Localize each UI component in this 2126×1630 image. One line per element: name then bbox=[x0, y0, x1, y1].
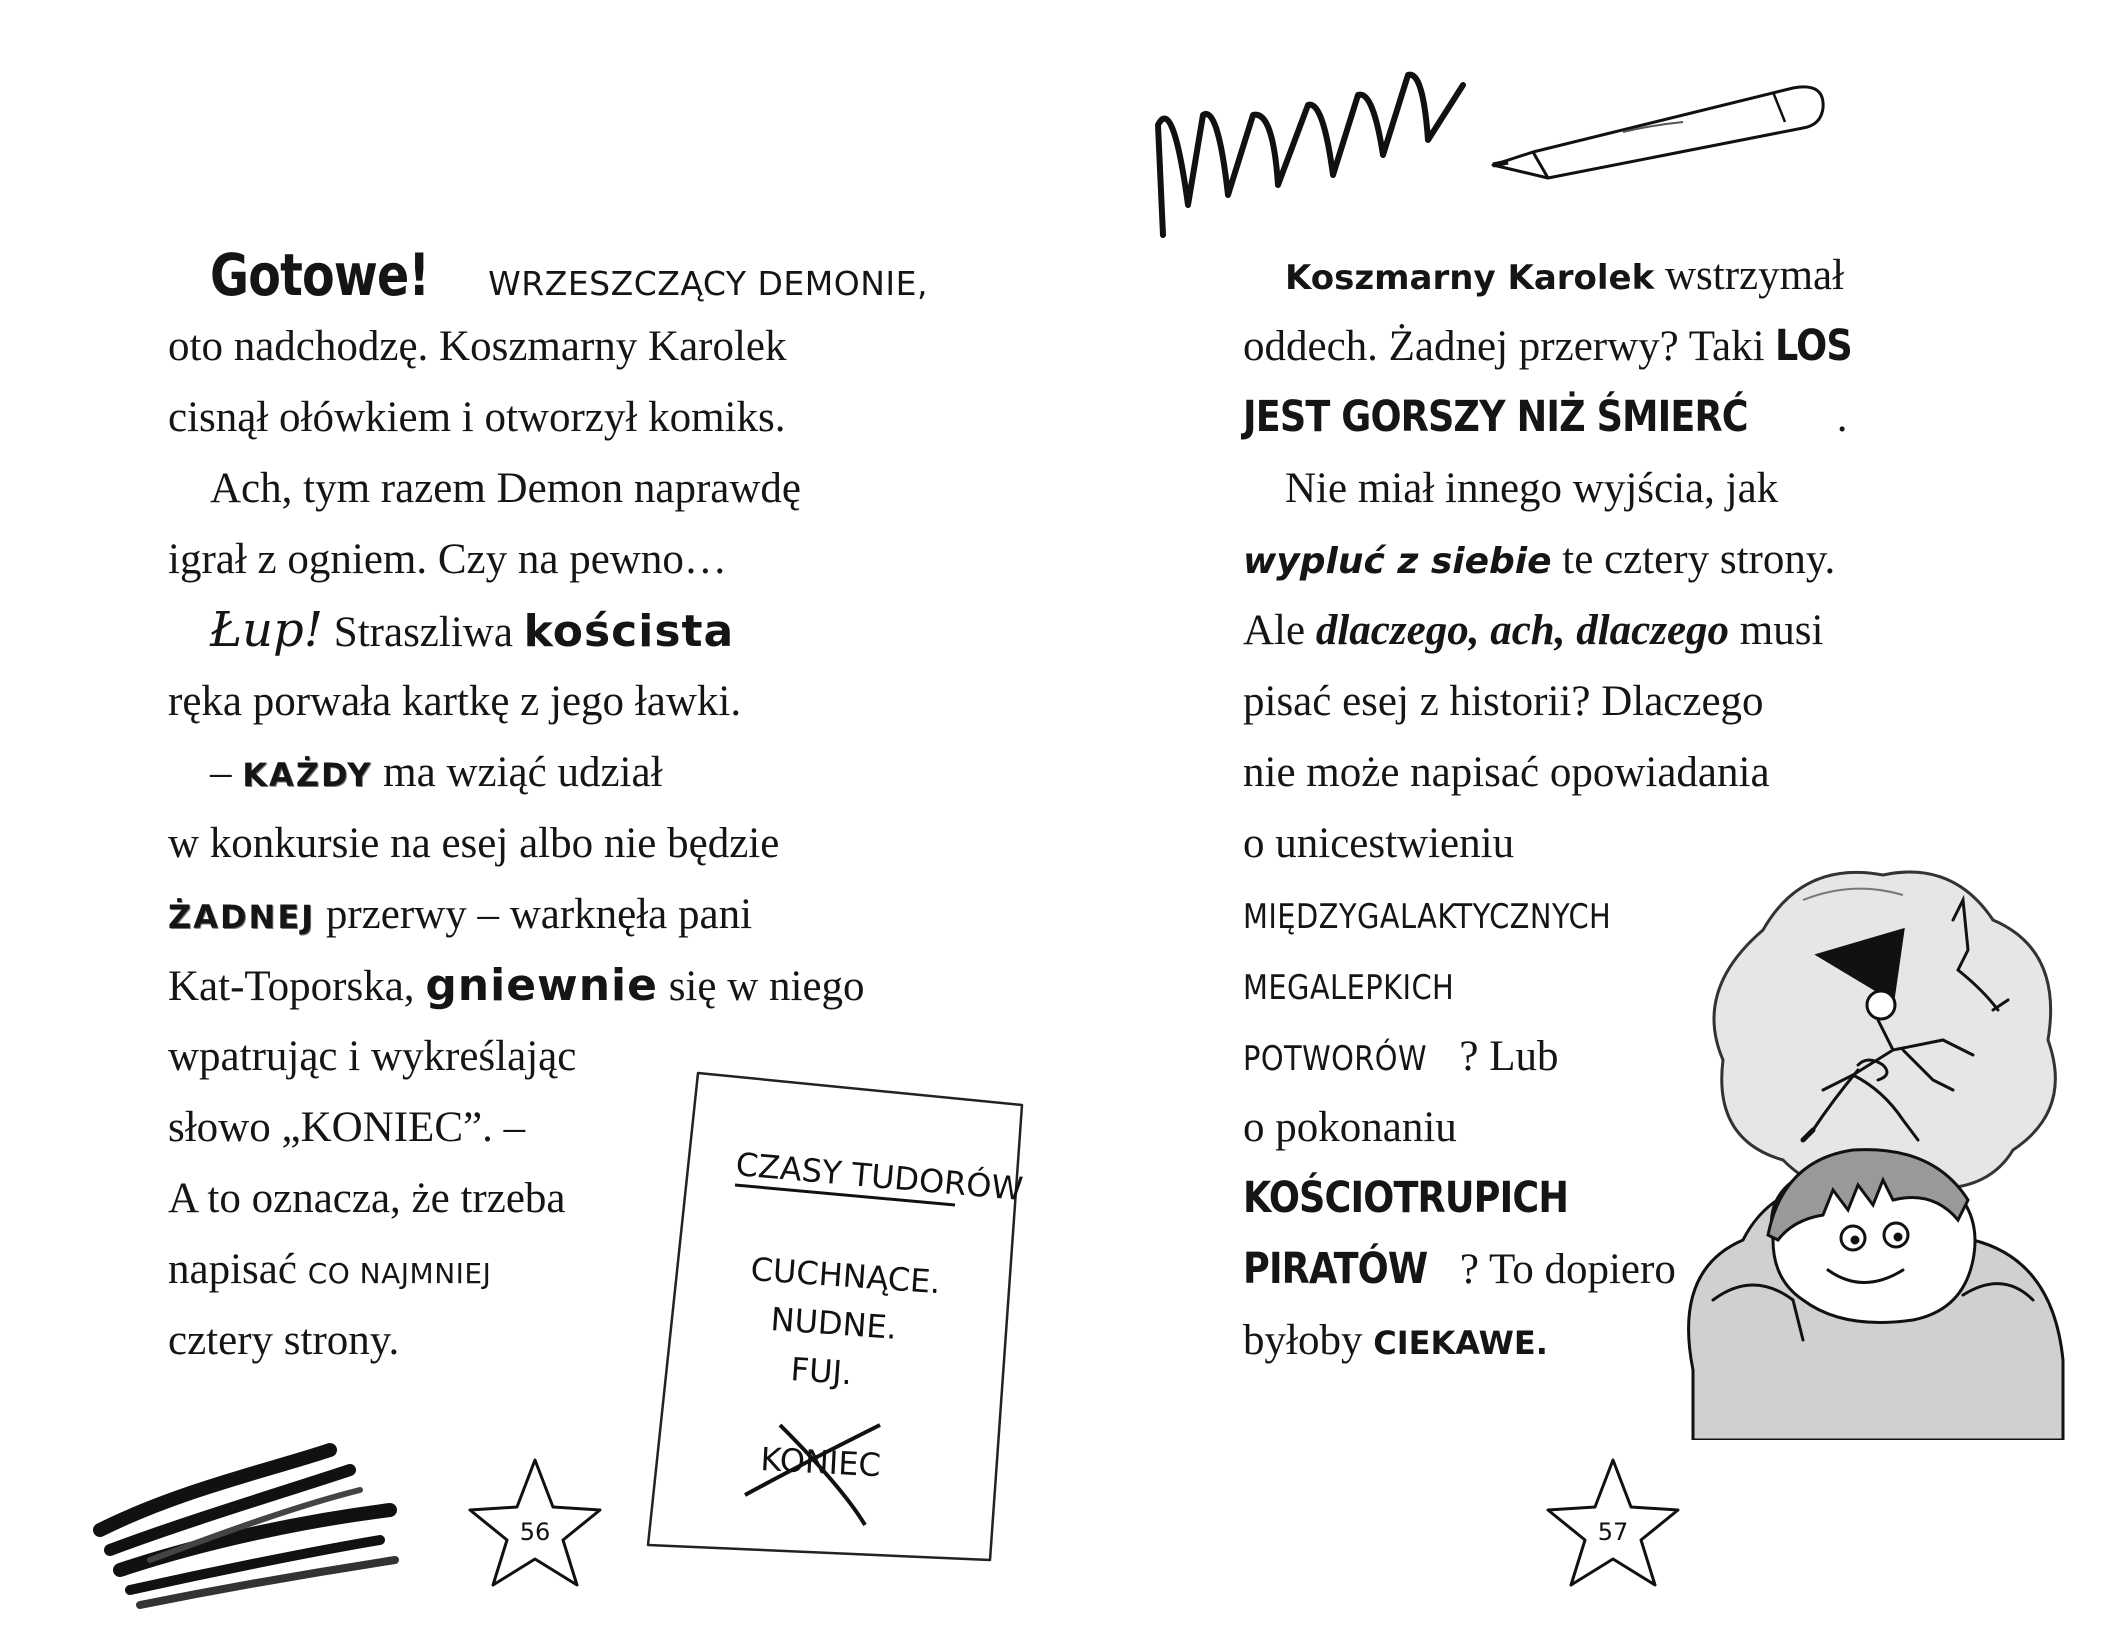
emphasis-koscista: koścista bbox=[523, 606, 735, 657]
note-card bbox=[640, 1065, 1030, 1565]
text-line: PIRATÓW ? To dopiero bbox=[1243, 1234, 2003, 1305]
emphasis-koszmarny-karolek: Koszmarny Karolek bbox=[1285, 258, 1655, 298]
text-line: cisnął ołówkiem i otworzył komiks. bbox=[168, 394, 786, 441]
text-line: pisać esej z historii? Dlaczego bbox=[1243, 678, 1764, 725]
text-line bbox=[168, 240, 968, 311]
text-line: nie może napisać opowiadania bbox=[1243, 749, 1770, 796]
note-title: CZASY TUDORÓW bbox=[734, 1145, 1025, 1209]
text-line: ręka porwała kartkę z jego ławki. bbox=[168, 678, 742, 725]
note-line-2: NUDNE. bbox=[769, 1300, 899, 1347]
emphasis-wypluc: wypluć z siebie bbox=[1243, 541, 1552, 582]
page-number-star bbox=[1543, 1455, 1683, 1590]
page-number-star bbox=[465, 1455, 605, 1590]
emphasis-megalepkich: MEGALEPKICH bbox=[1243, 968, 1455, 1008]
emphasis-piratow: PIRATÓW bbox=[1243, 1244, 1428, 1294]
emphasis-gniewnie: gniewnie bbox=[425, 960, 658, 1011]
text-line: cztery strony. bbox=[168, 1317, 400, 1364]
emphasis-kazdy: KAŻDY bbox=[242, 756, 373, 794]
text-line: JEST GORSZY NIŻ ŚMIERĆ . bbox=[1243, 382, 2003, 453]
pen-doodle bbox=[1473, 70, 1843, 190]
text-line: napisać CO NAJMNIEJ bbox=[168, 1246, 492, 1293]
text-line: Ale dlaczego, ach, dlaczego musi bbox=[1243, 607, 1824, 654]
text-line: Ach, tym razem Demon naprawdę bbox=[210, 465, 802, 512]
text-line: wpatrując i wykreślając bbox=[168, 1033, 577, 1080]
emphasis-co-najmniej: CO NAJMNIEJ bbox=[307, 1257, 492, 1290]
boy bbox=[1689, 1150, 2063, 1440]
right-page bbox=[1063, 0, 2126, 1630]
text-line: Łup! Straszliwa koścista bbox=[210, 602, 735, 658]
emphasis-potworow: POTWORÓW bbox=[1243, 1039, 1427, 1079]
text-line: w konkursie na esej albo nie będzie bbox=[168, 820, 780, 867]
emphasis-zadnej: ŻADNEJ bbox=[168, 898, 316, 936]
text-line: o unicestwieniu bbox=[1243, 820, 1515, 867]
text-line: Kat-Toporska, gniewnie się w niego bbox=[168, 960, 865, 1011]
text-line: igrał z ogniem. Czy na pewno… bbox=[168, 536, 727, 583]
text-line: byłoby CIEKAWE. bbox=[1243, 1317, 1548, 1364]
emphasis-gotowe: Gotowe! bbox=[210, 241, 430, 309]
text-line: ŻADNEJ przerwy – warknęła pani bbox=[168, 891, 753, 938]
emphasis-jest-gorszy: JEST GORSZY NIŻ ŚMIERĆ bbox=[1243, 392, 1748, 442]
note-line-3: FUJ. bbox=[789, 1350, 854, 1393]
text-line: Koszmarny Karolek wstrzymał bbox=[1285, 252, 1845, 299]
page-number: 57 bbox=[1597, 1518, 1629, 1546]
emphasis-los: LOS bbox=[1775, 321, 1853, 371]
text-line: o pokonaniu bbox=[1243, 1104, 1457, 1151]
emphasis-kosciotrupich: KOŚCIOTRUPICH bbox=[1243, 1173, 1569, 1223]
zigzag-doodle bbox=[1143, 55, 1503, 255]
emphasis-wrzeszczacy: WRZESZCZĄCY DEMONIE, bbox=[488, 264, 928, 303]
note-line-1: CUCHNĄCE. bbox=[749, 1250, 942, 1302]
emphasis-miedzygalaktycznych: MIĘDZYGALAKTYCZNYCH bbox=[1243, 897, 1612, 937]
text-line: Nie miał innego wyjścia, jak bbox=[1285, 465, 1779, 512]
text-line: A to oznacza, że trzeba bbox=[168, 1175, 566, 1222]
text-line: POTWORÓW ? Lub bbox=[1243, 1021, 2003, 1092]
text-line: słowo „KONIEC”. – bbox=[168, 1104, 526, 1151]
emphasis-lup: Łup! bbox=[210, 602, 324, 658]
note-crossed-word: KONIEC bbox=[759, 1440, 882, 1485]
emphasis-dlaczego: dlaczego, ach, dlaczego bbox=[1315, 607, 1730, 654]
dreaming-boy-illustration bbox=[1653, 840, 2093, 1440]
text-line: – KAŻDY ma wziąć udział bbox=[210, 749, 663, 796]
emphasis-ciekawe: CIEKAWE. bbox=[1373, 1324, 1548, 1362]
text-line: oto nadchodzę. Koszmarny Karolek bbox=[168, 323, 787, 370]
text-line: oddech. Żadnej przerwy? Taki LOS bbox=[1243, 311, 2003, 382]
page-number: 56 bbox=[519, 1518, 551, 1546]
scribble-doodle bbox=[90, 1410, 410, 1610]
text-line: wypluć z siebie te cztery strony. bbox=[1243, 536, 1836, 583]
